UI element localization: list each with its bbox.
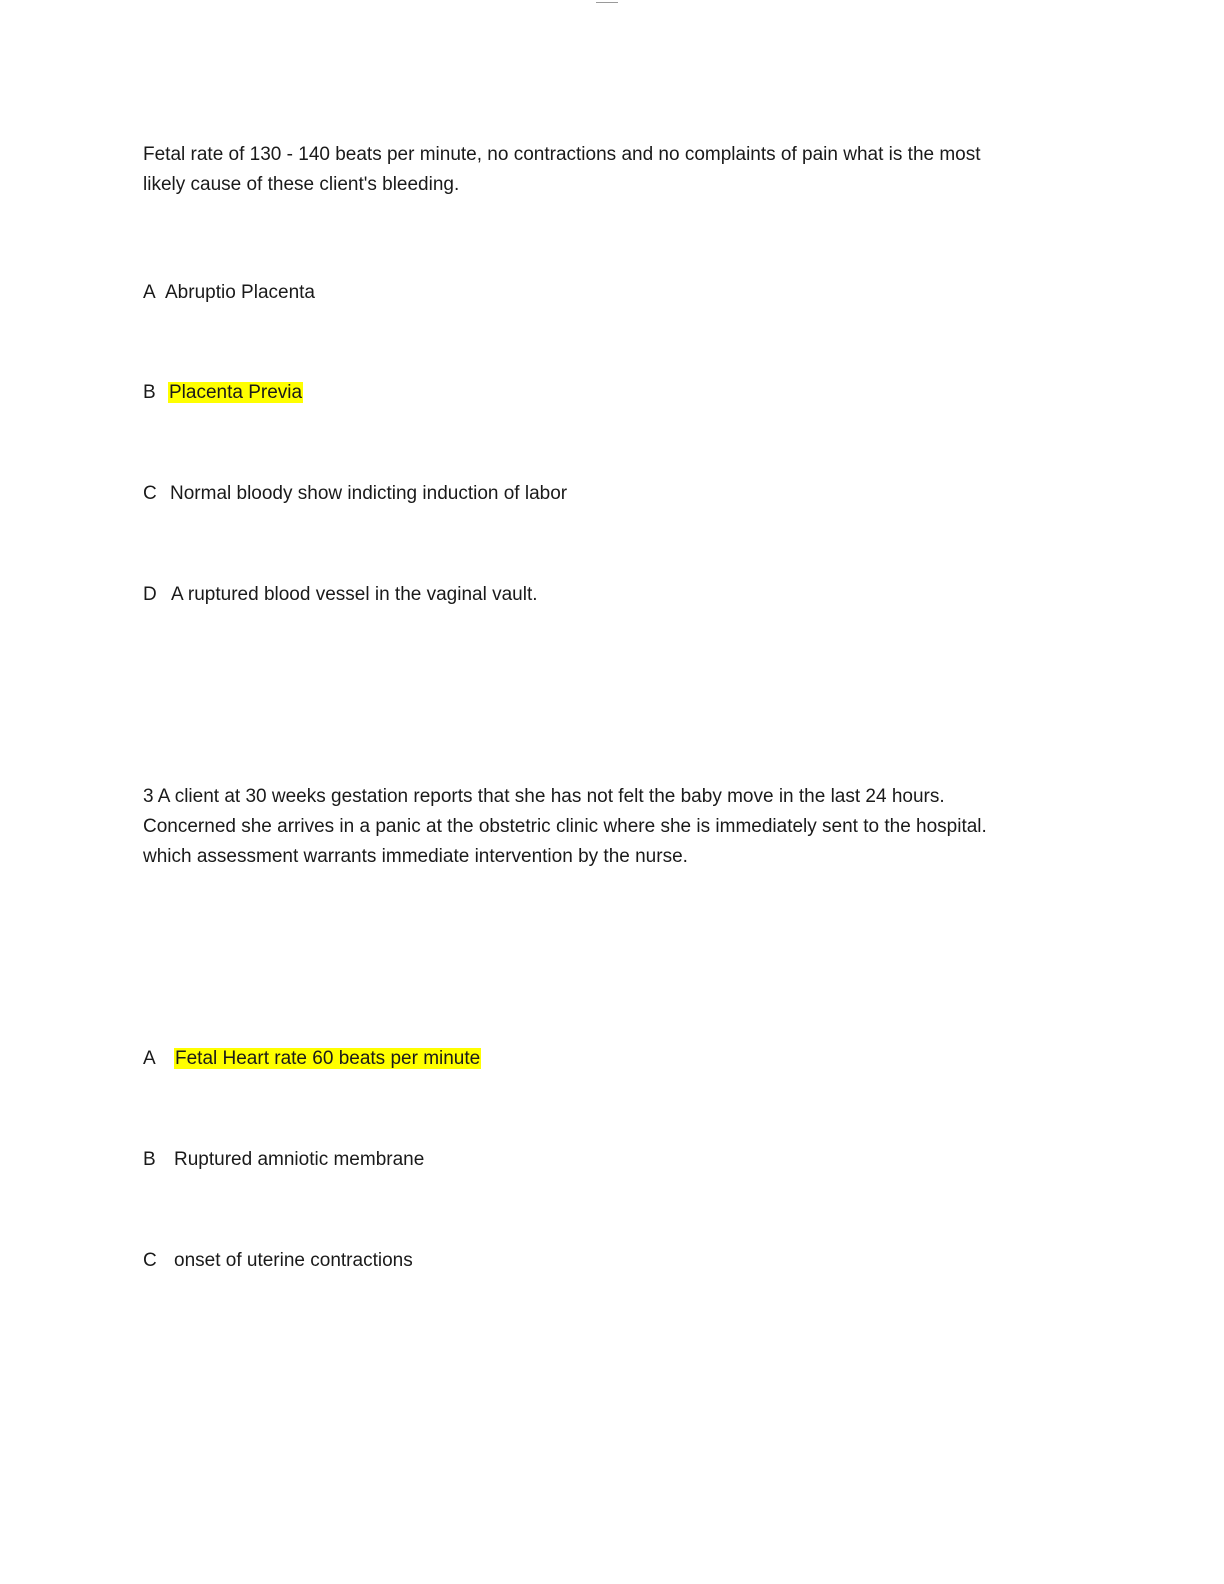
question-3-option-a — [143, 1047, 481, 1071]
option-letter: D — [143, 584, 157, 605]
option-text: Normal bloody show indicting induction of labor — [170, 483, 568, 504]
option-letter: A — [143, 1048, 156, 1069]
question-1-stem — [143, 140, 1043, 200]
option-letter: C — [143, 1250, 157, 1271]
question-3-stem-line: Concerned she arrives in a panic at the obstetric clinic where she is immediately sent to the hospital. — [143, 816, 987, 837]
question-3-option-c — [143, 1249, 413, 1273]
option-letter: A — [143, 282, 156, 303]
page-header-mark — [596, 0, 618, 3]
option-text: onset of uterine contractions — [174, 1250, 413, 1271]
question-1-option-c — [143, 482, 567, 506]
question-1-option-d — [143, 583, 538, 607]
option-text: Ruptured amniotic membrane — [174, 1149, 425, 1170]
question-1-stem-line: Fetal rate of 130 - 140 beats per minute, no contractions and no complaints of pain what is the most — [143, 144, 981, 165]
option-text-highlighted: Fetal Heart rate 60 beats per minute — [175, 1048, 481, 1069]
option-letter: C — [143, 483, 157, 504]
option-text-highlighted: Placenta Previa — [169, 382, 303, 403]
question-1-option-b — [143, 381, 303, 405]
question-3-stem-line: 3 A client at 30 weeks gestation reports that she has not felt the baby move in the last 24 hours. — [143, 786, 945, 807]
option-text: Abruptio Placenta — [165, 282, 315, 303]
question-3-option-b — [143, 1148, 424, 1172]
option-letter: B — [143, 382, 156, 403]
question-3-stem — [143, 782, 1043, 872]
option-text: A ruptured blood vessel in the vaginal vault. — [171, 584, 538, 605]
question-3-stem-line: which assessment warrants immediate intervention by the nurse. — [143, 846, 688, 867]
question-1-option-a — [143, 281, 315, 305]
question-1-stem-line: likely cause of these client's bleeding. — [143, 174, 460, 195]
option-letter: B — [143, 1149, 156, 1170]
